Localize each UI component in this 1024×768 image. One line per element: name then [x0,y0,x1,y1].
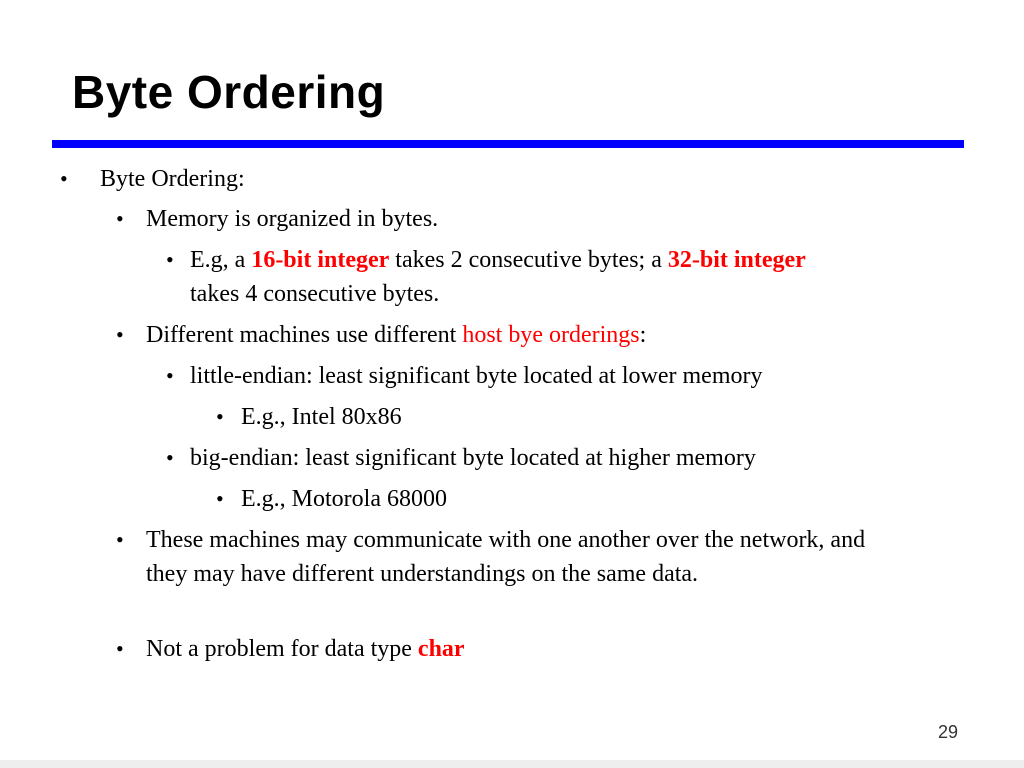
different-machines-prefix: Different machines use different [146,322,463,348]
bullet-icon: • [116,527,124,552]
slide-title: Byte Ordering [72,66,386,118]
bullet-icon: • [166,247,174,272]
integer-sizes-prefix: E.g, a [190,247,252,273]
bullet-different-machines [146,318,646,352]
bullet-memory-organized: Memory is organized in bytes. [146,206,439,232]
page-number: 29 [937,722,958,742]
bullet-motorola-example: E.g., Motorola 68000 [241,486,447,512]
title-underline-rule [52,140,964,148]
bullet-icon: • [116,636,124,661]
integer-sizes-middle: takes 2 consecutive bytes; a [389,247,668,273]
bullet-big-endian: big-endian: least significant byte located at higher memory [190,445,756,471]
bullet-integer-sizes [190,243,806,277]
highlight-host-orderings: host bye orderings [462,322,640,348]
highlight-char: char [417,636,465,662]
bullet-icon: • [116,322,124,347]
bullet-machines-communicate: These machines may communicate with one another over the network, and they may have different understandings on the same data. [146,527,866,587]
bullet-not-a-problem [146,632,465,666]
different-machines-suffix: : [639,322,647,348]
not-a-problem-prefix: Not a problem for data type [146,636,418,662]
bullet-icon: • [216,486,224,511]
bullet-intel-example: E.g., Intel 80x86 [241,404,402,430]
highlight-32-bit-integer: 32-bit integer [667,247,806,273]
highlight-16-bit-integer: 16-bit integer [251,247,390,273]
bullet-icon: • [166,363,174,388]
bullet-little-endian: little-endian: least significant byte located at lower memory [190,363,763,389]
bullet-icon: • [116,206,124,231]
bullet-icon: • [60,166,68,191]
bottom-strip [0,760,1024,768]
bullet-icon: • [216,404,224,429]
bullet-byte-ordering: Byte Ordering: [100,166,245,192]
bullet-icon: • [166,445,174,470]
integer-sizes-continuation: takes 4 consecutive bytes. [190,281,440,307]
